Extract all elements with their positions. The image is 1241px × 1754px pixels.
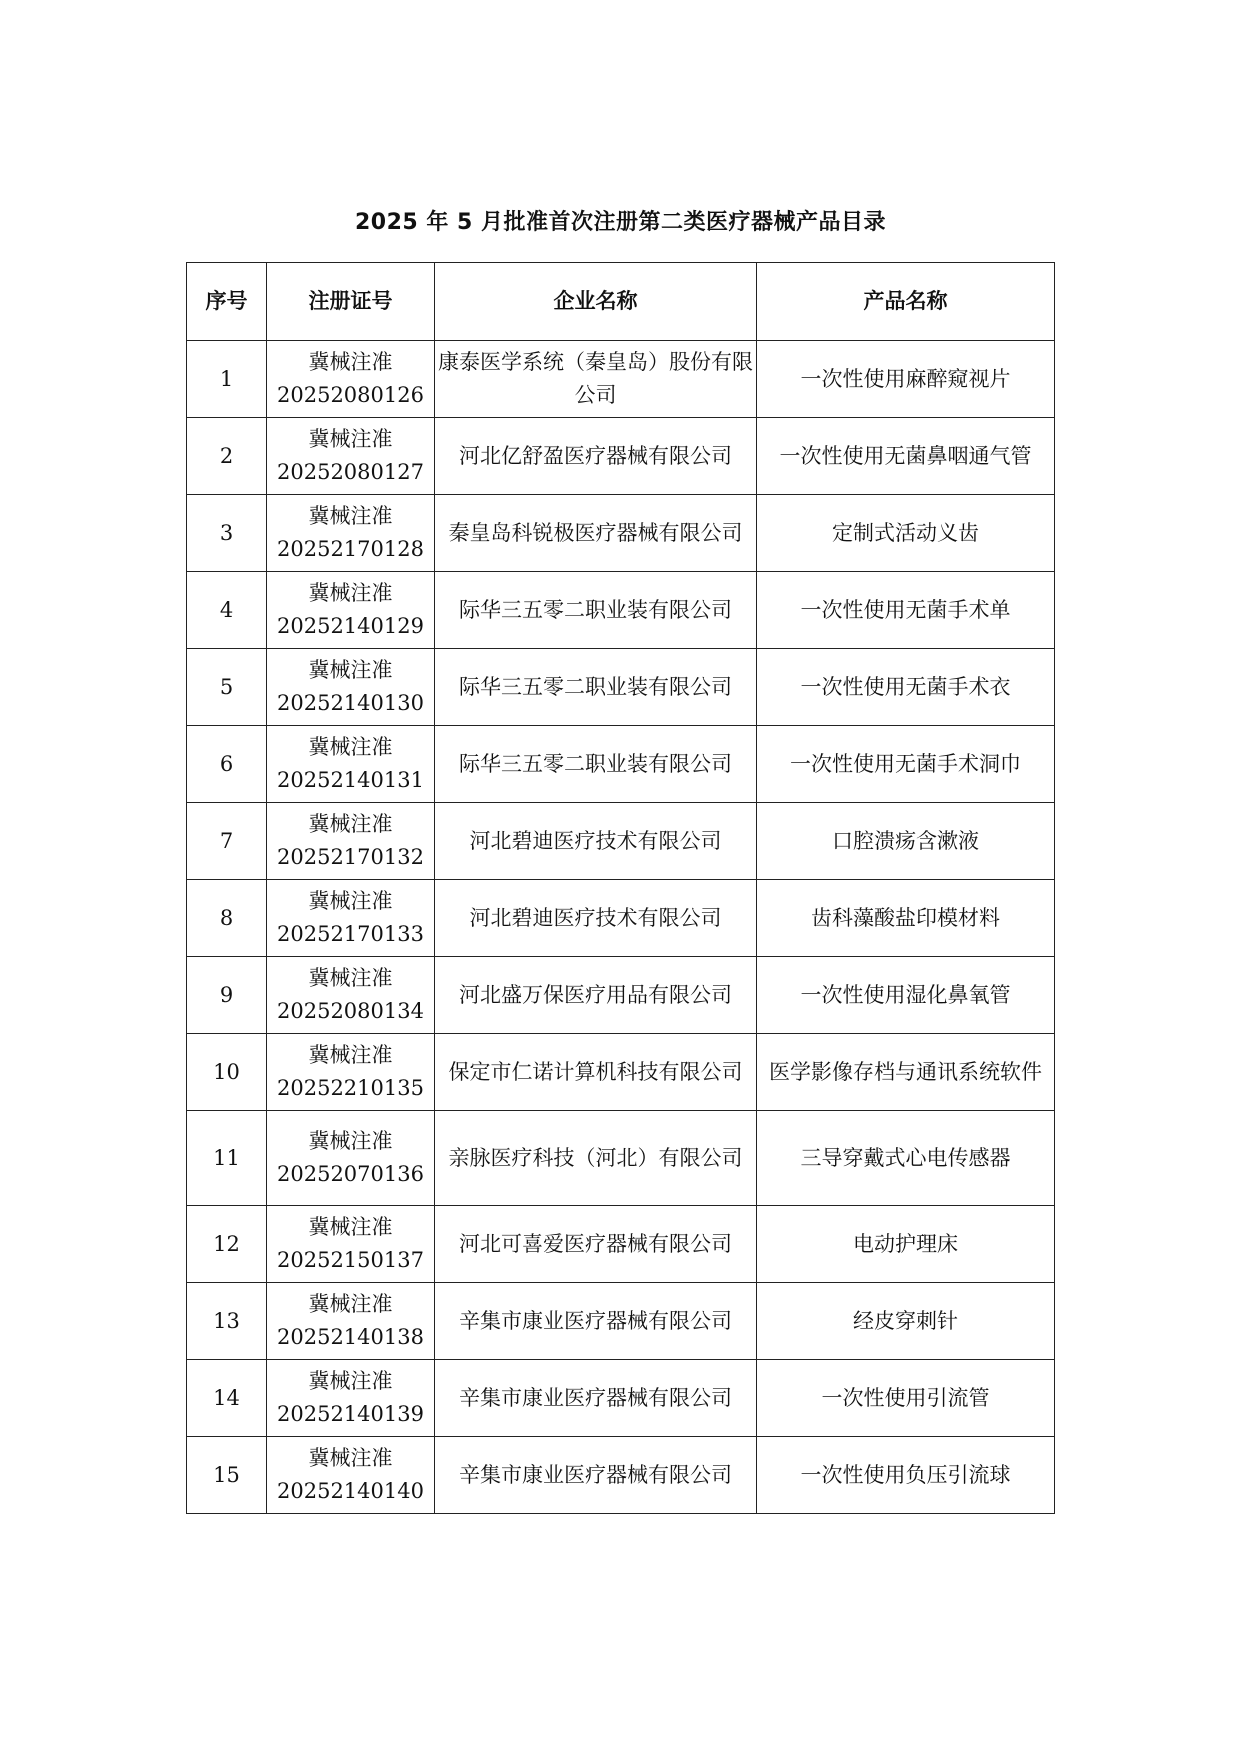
row-number: 13 (187, 1283, 267, 1360)
registration-code: 20252140129 (277, 614, 424, 638)
company-name: 际华三五零二职业装有限公司 (435, 572, 757, 649)
company-name: 际华三五零二职业装有限公司 (435, 726, 757, 803)
registration-prefix: 冀械注准 (308, 966, 393, 990)
registration-number (267, 726, 435, 803)
row-number: 10 (187, 1034, 267, 1111)
registration-prefix: 冀械注准 (308, 1043, 393, 1067)
registration-code: 20252070136 (277, 1162, 424, 1186)
product-name: 齿科藻酸盐印模材料 (757, 880, 1055, 957)
product-name: 一次性使用无菌手术衣 (757, 649, 1055, 726)
product-name: 一次性使用无菌鼻咽通气管 (757, 418, 1055, 495)
header-company-name: 企业名称 (435, 263, 757, 341)
registration-prefix: 冀械注准 (308, 1292, 393, 1316)
company-name: 际华三五零二职业装有限公司 (435, 649, 757, 726)
company-name: 辛集市康业医疗器械有限公司 (435, 1283, 757, 1360)
table-row (187, 803, 1055, 880)
registration-code: 20252210135 (277, 1076, 424, 1100)
registration-number (267, 341, 435, 418)
product-name: 一次性使用负压引流球 (757, 1437, 1055, 1514)
table-row (187, 957, 1055, 1034)
registration-code: 20252170133 (277, 922, 424, 946)
registration-number (267, 649, 435, 726)
registration-code: 20252140139 (277, 1402, 424, 1426)
row-number: 8 (187, 880, 267, 957)
registration-prefix: 冀械注准 (308, 1215, 393, 1239)
table-row (187, 572, 1055, 649)
registration-code: 20252080127 (277, 460, 424, 484)
registration-code: 20252140130 (277, 691, 424, 715)
company-name: 康泰医学系统（秦皇岛）股份有限公司 (435, 341, 757, 418)
row-number: 9 (187, 957, 267, 1034)
company-name: 秦皇岛科锐极医疗器械有限公司 (435, 495, 757, 572)
header-registration-number: 注册证号 (267, 263, 435, 341)
table-row (187, 1360, 1055, 1437)
registration-number (267, 1034, 435, 1111)
product-name: 三导穿戴式心电传感器 (757, 1111, 1055, 1206)
table-row (187, 649, 1055, 726)
registration-prefix: 冀械注准 (308, 350, 393, 374)
registration-number (267, 1360, 435, 1437)
product-name: 一次性使用引流管 (757, 1360, 1055, 1437)
registration-table (186, 262, 1055, 1514)
row-number: 12 (187, 1206, 267, 1283)
registration-number (267, 1111, 435, 1206)
registration-prefix: 冀械注准 (308, 812, 393, 836)
registration-number (267, 572, 435, 649)
registration-prefix: 冀械注准 (308, 504, 393, 528)
table-row (187, 1437, 1055, 1514)
registration-prefix: 冀械注准 (308, 735, 393, 759)
company-name: 河北盛万保医疗用品有限公司 (435, 957, 757, 1034)
registration-number (267, 495, 435, 572)
registration-code: 20252150137 (277, 1248, 424, 1272)
company-name: 河北亿舒盈医疗器械有限公司 (435, 418, 757, 495)
registration-code: 20252170128 (277, 537, 424, 561)
header-no: 序号 (187, 263, 267, 341)
registration-prefix: 冀械注准 (308, 427, 393, 451)
product-name: 定制式活动义齿 (757, 495, 1055, 572)
registration-number (267, 418, 435, 495)
header-product-name: 产品名称 (757, 263, 1055, 341)
registration-code: 20252170132 (277, 845, 424, 869)
company-name: 河北可喜爱医疗器械有限公司 (435, 1206, 757, 1283)
table-header-row (187, 263, 1055, 341)
table-body (187, 341, 1055, 1514)
company-name: 亲脉医疗科技（河北）有限公司 (435, 1111, 757, 1206)
product-name: 口腔溃疡含漱液 (757, 803, 1055, 880)
table-row (187, 1111, 1055, 1206)
registration-prefix: 冀械注准 (308, 889, 393, 913)
product-name: 一次性使用麻醉窥视片 (757, 341, 1055, 418)
registration-prefix: 冀械注准 (308, 658, 393, 682)
table-row (187, 495, 1055, 572)
registration-number (267, 957, 435, 1034)
product-name: 一次性使用无菌手术单 (757, 572, 1055, 649)
row-number: 7 (187, 803, 267, 880)
registration-code: 20252140131 (277, 768, 424, 792)
registration-number (267, 803, 435, 880)
table-row (187, 1283, 1055, 1360)
product-name: 医学影像存档与通讯系统软件 (757, 1034, 1055, 1111)
registration-number (267, 1206, 435, 1283)
row-number: 4 (187, 572, 267, 649)
row-number: 6 (187, 726, 267, 803)
product-name: 一次性使用湿化鼻氧管 (757, 957, 1055, 1034)
registration-code: 20252080134 (277, 999, 424, 1023)
product-name: 经皮穿刺针 (757, 1283, 1055, 1360)
table-row (187, 726, 1055, 803)
company-name: 河北碧迪医疗技术有限公司 (435, 803, 757, 880)
product-name: 电动护理床 (757, 1206, 1055, 1283)
registration-number (267, 1283, 435, 1360)
company-name: 河北碧迪医疗技术有限公司 (435, 880, 757, 957)
registration-prefix: 冀械注准 (308, 1446, 393, 1470)
table-row (187, 880, 1055, 957)
company-name: 辛集市康业医疗器械有限公司 (435, 1437, 757, 1514)
row-number: 1 (187, 341, 267, 418)
registration-number (267, 880, 435, 957)
row-number: 3 (187, 495, 267, 572)
row-number: 15 (187, 1437, 267, 1514)
registration-code: 20252140138 (277, 1325, 424, 1349)
registration-prefix: 冀械注准 (308, 1369, 393, 1393)
registration-prefix: 冀械注准 (308, 1129, 393, 1153)
page-title: 2025 年 5 月批准首次注册第二类医疗器械产品目录 (354, 210, 887, 235)
table-row (187, 1034, 1055, 1111)
registration-code: 20252080126 (277, 383, 424, 407)
registration-prefix: 冀械注准 (308, 581, 393, 605)
row-number: 14 (187, 1360, 267, 1437)
company-name: 保定市仁诺计算机科技有限公司 (435, 1034, 757, 1111)
row-number: 5 (187, 649, 267, 726)
row-number: 11 (187, 1111, 267, 1206)
registration-code: 20252140140 (277, 1479, 424, 1503)
registration-number (267, 1437, 435, 1514)
product-name: 一次性使用无菌手术洞巾 (757, 726, 1055, 803)
row-number: 2 (187, 418, 267, 495)
table-row (187, 1206, 1055, 1283)
table-row (187, 341, 1055, 418)
company-name: 辛集市康业医疗器械有限公司 (435, 1360, 757, 1437)
table-row (187, 418, 1055, 495)
